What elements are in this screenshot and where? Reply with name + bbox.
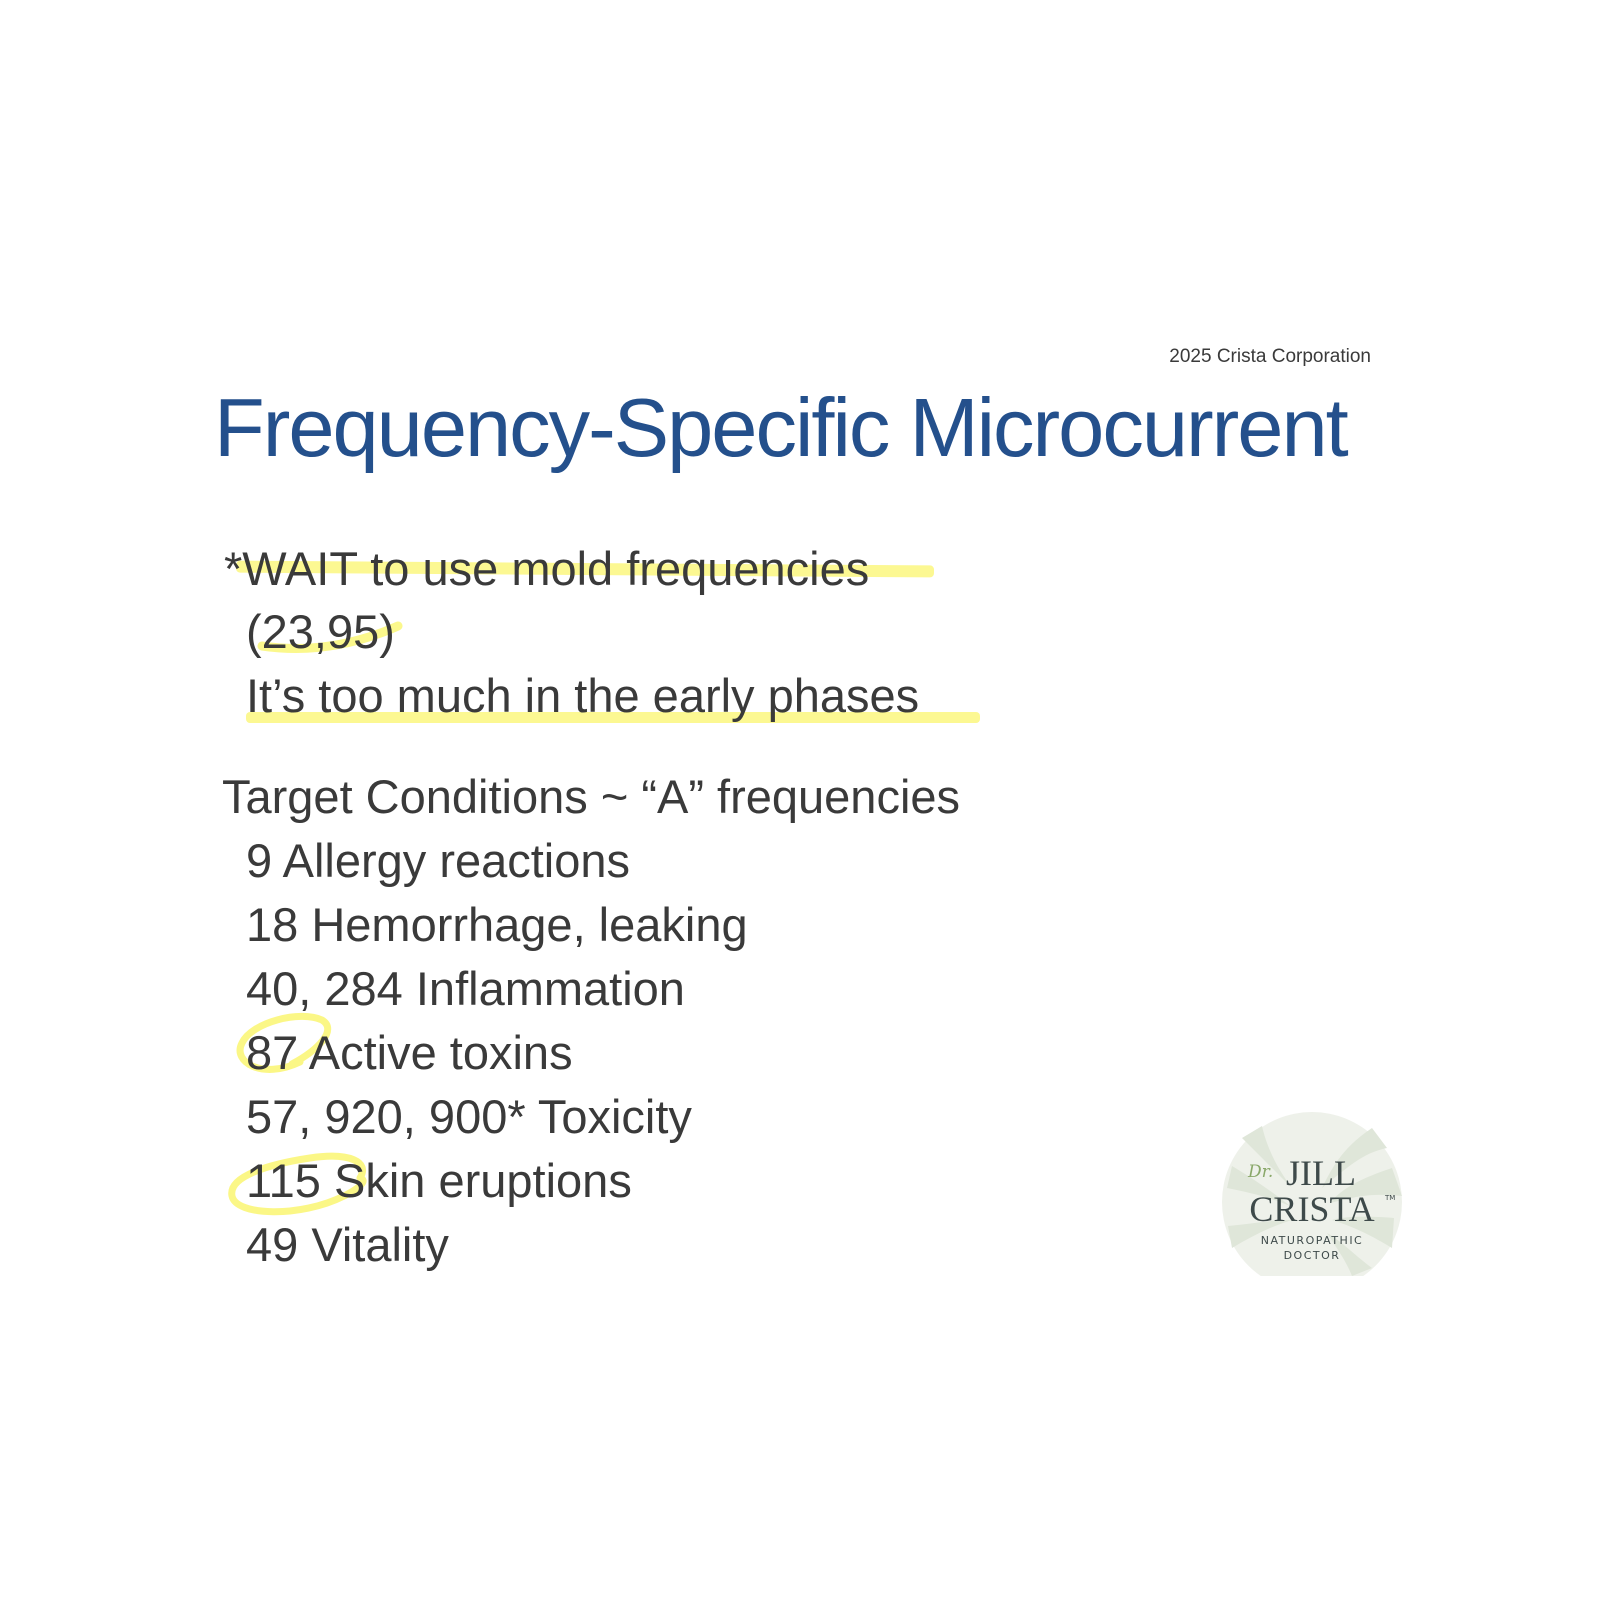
logo-name-last: CRISTA bbox=[1249, 1189, 1375, 1229]
list-item: 49 Vitality bbox=[246, 1218, 449, 1271]
logo-trademark: TM bbox=[1385, 1194, 1396, 1202]
mold-warning-line: *WAIT to use mold frequencies bbox=[224, 542, 870, 595]
copyright-notice: 2025 Crista Corporation bbox=[1169, 346, 1371, 367]
list-item: 9 Allergy reactions bbox=[246, 834, 631, 887]
conditions-heading: Target Conditions ~ “A” frequencies bbox=[222, 770, 961, 823]
list-item: 57, 920, 900* Toxicity bbox=[246, 1090, 692, 1143]
logo-prefix: Dr. bbox=[1248, 1162, 1274, 1182]
early-phases-line: It’s too much in the early phases bbox=[246, 669, 920, 722]
logo-subtitle-2: DOCTOR bbox=[1283, 1249, 1341, 1262]
list-item: 40, 284 Inflammation bbox=[246, 962, 685, 1015]
logo-name-first: JILL bbox=[1286, 1153, 1356, 1193]
slide-title: Frequency-Specific Microcurrent bbox=[214, 381, 1347, 474]
mold-frequencies-line: (23,95) bbox=[246, 605, 395, 658]
jill-crista-logo bbox=[1222, 1108, 1402, 1276]
logo-subtitle-1: NATUROPATHIC bbox=[1260, 1234, 1364, 1247]
list-item: 115 Skin eruptions bbox=[246, 1154, 632, 1207]
list-item: 18 Hemorrhage, leaking bbox=[246, 898, 748, 951]
list-item: 87 Active toxins bbox=[246, 1026, 573, 1079]
